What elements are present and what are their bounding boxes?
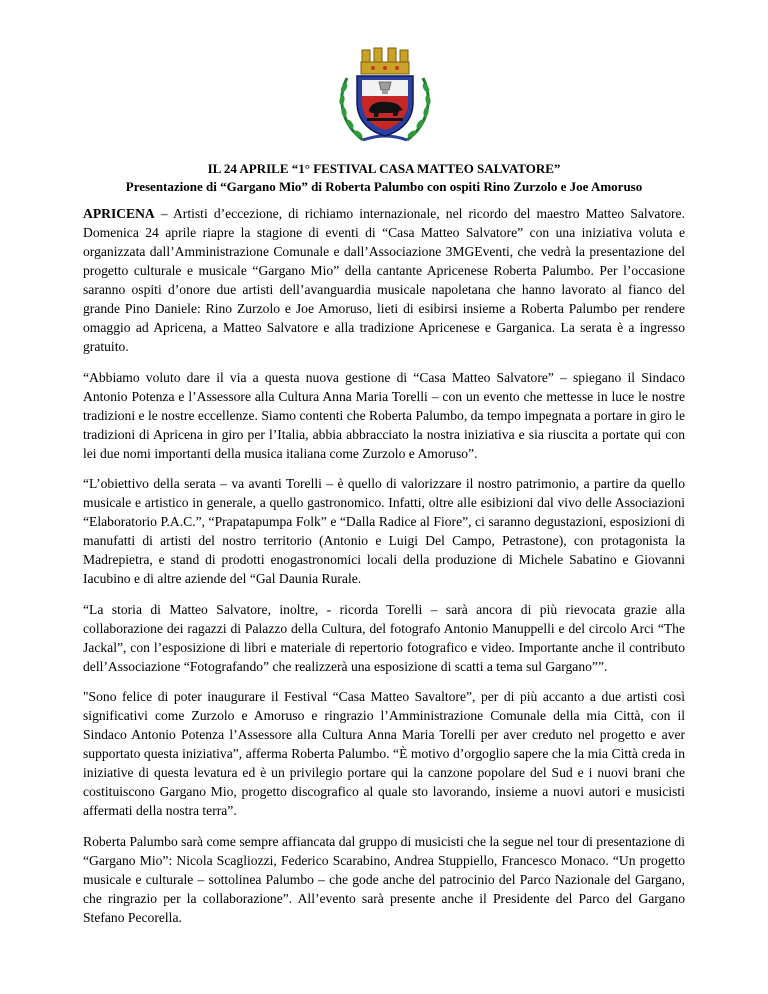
- paragraph-4: “La storia di Matteo Salvatore, inoltre, - ricorda Torelli – sarà ancora di più rievocata grazie alla collaborazione dei ragazzi di Palazzo della Cultura, del fotografo Antonio Manuppelli e del circolo Arci “The Jackal”, con l’esposizione di libri e materiale di repertorio fotografico e video. Importante anche il contributo dell’Associazione “Fotografando” che realizzerà una esposizione di scatti a tema sul Gargano””.: [83, 601, 685, 674]
- paragraph-1: [83, 204, 685, 356]
- dateline-place: APRICENA: [83, 206, 155, 221]
- paragraph-6: Roberta Palumbo sarà come sempre affiancata dal gruppo di musicisti che la segue nel tour di presentazione di “Gargano Mio”: Nicola Scagliozzi, Federico Scarabino, Andrea Stuppiello, Francesco Monaco. “Un progetto musicale e culturale – sottolinea Palumbo – che gode anche del patrocinio del Parco Nazionale del Gargano, che ringrazio per la collaborazione”. All’evento sarà presente anche il Presidente del Parco del Gargano Stefano Pecorella.: [83, 833, 685, 925]
- coat-of-arms-icon: [333, 40, 437, 146]
- paragraph-1-text: – Artisti d’eccezione, di richiamo internazionale, nel ricordo del maestro Matteo Salvatore. Domenica 24 aprile riapre la stagione di eventi di “Casa Matteo Salvatore” con una iniziativa voluta e organizzata dall’Amministrazione Comunale e dall’Associazione 3MGEventi, che vedrà la presentazione del progetto culturale e musicale “Gargano Mio” della cantante Apricenese Roberta Palumbo. Per l’occasione saranno ospiti d’onore due artisti dell’avanguardia musicale napoletana che hanno lavorato al fianco del grande Pino Daniele: Rino Zurzolo e Joe Amoruso, lieti di esibirsi insieme a Roberta Palumbo per rendere omaggio ad Apricena, a Matteo Salvatore e alla tradizione Apricenese e Garganica. La serata è a ingresso gratuito.: [83, 206, 685, 354]
- paragraph-5: "Sono felice di poter inaugurare il Festival “Casa Matteo Savaltore”, per di più accanto a due artisti così significativi come Zurzolo e Amoruso e ringrazio l’Amministrazione Comunale della mia Città, con il Sindaco Antonio Potenza l’Assessore alla Cultura Anna Maria Torelli per aver creduto nel progetto e aver supportato questa iniziativa”, afferma Roberta Palumbo. “È motivo d’orgoglio sapere che la mia Città creda in iniziative di questa levatura ed è un privilegio portare qui la canzone popolare del Sud e i nuovi brani che costituiscono Gargano Mio, progetto discografico al quale sto lavorando, insieme a nuovi autori e musicisti affermati della nostra terra”.: [83, 689, 685, 818]
- paragraph-2: “Abbiamo voluto dare il via a questa nuova gestione di “Casa Matteo Salvatore” – spiegano il Sindaco Antonio Potenza e l’Assessore alla Cultura Anna Maria Torelli – con un evento che mettesse in luce le nostre tradizioni e le nostre eccellenze. Siamo contenti che Roberta Palumbo, da tempo impegnata a portare in giro le tradizioni di Apricena in giro per l’Italia, abbia abbracciato la nostra iniziativa e sia riuscita a portate qui con lei due nomi importanti della musica italiana come Zurzolo e Amoruso”.: [83, 369, 685, 461]
- article-body: [83, 204, 685, 938]
- title-line-1: IL 24 APRILE “1° FESTIVAL CASA MATTEO SALVATORE”: [207, 161, 561, 176]
- document-title: [60, 160, 708, 196]
- title-line-2: Presentazione di “Gargano Mio” di Roberta Palumbo con ospiti Rino Zurzolo e Joe Amoruso: [125, 179, 643, 194]
- paragraph-3: “L’obiettivo della serata – va avanti Torelli – è quello di valorizzare il nostro patrimonio, a partire da quello musicale e artistico in generale, a quello gastronomico. Infatti, oltre alle esibizioni dal vivo delle Associazioni “Elaboratorio P.A.C.”, “Prapatapumpa Folk” e “Dalla Radice al Fiore”, ci saranno degustazioni, esposizioni di manufatti di artisti del nostro territorio (Antonio e Luigi Del Campo, Petrastone), con protagonista la Madrepietra, e stand di prodotti enogastronomici locali della produzione di Michele Sabatino e Giovanni Iacubino e di altre aziende del “Gal Daunia Rurale.: [83, 476, 685, 586]
